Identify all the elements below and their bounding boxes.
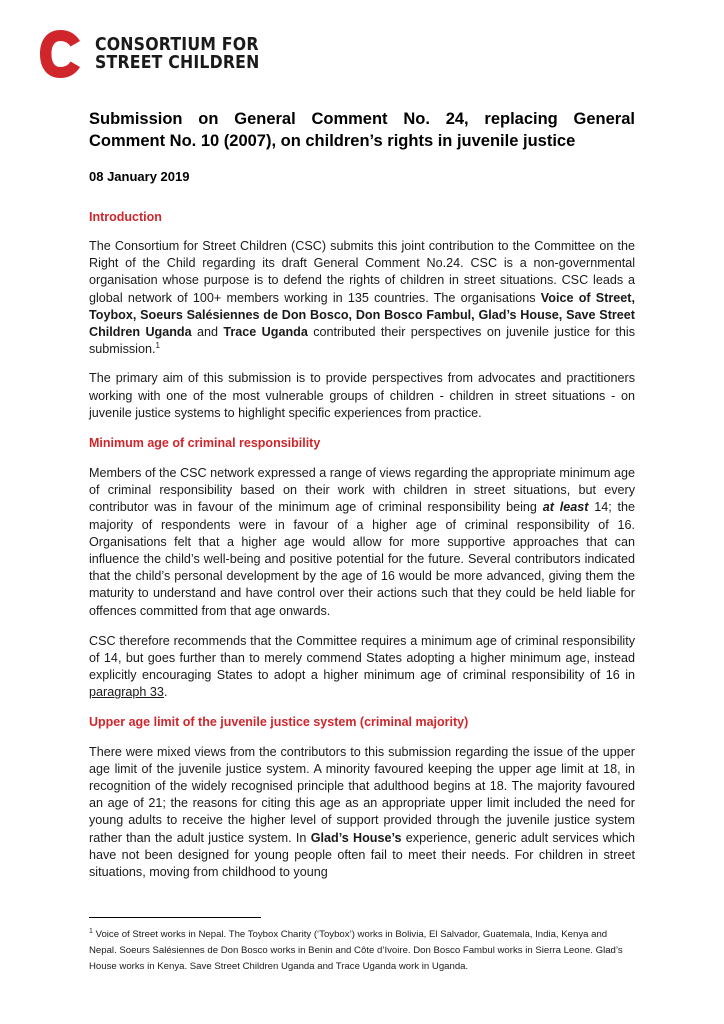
text-run: 14; the majority of respondents were in favour of a higher age of criminal responsibility of 16. Organisations felt that a higher age would allow for more supportive approaches that can influence the child’s well-being and positive potential for the future. Several contributors indicated that the child’s personal development by the age of 16 would be more advanced, giving them the maturity to understand and have control over their actions such that they could be held liable for offences committed from that age onwards. bbox=[89, 500, 636, 618]
csc-logo-icon bbox=[38, 28, 83, 80]
text-run: and bbox=[191, 325, 224, 340]
logo-line-1: CONSORTIUM FOR bbox=[95, 35, 259, 55]
section-heading-minimum-age: Minimum age of criminal responsibility bbox=[89, 436, 321, 451]
text-run: There were mixed views from the contributors to this submission regarding the issue of the upper age limit of the juvenile justice system. A minority favoured keeping the upper age limit at 18, in recognition of the widely recognised principle that adulthood begins at 18. The majority favoured an age of 21; the reasons for citing this age as an appropriate upper limit included the need for young adults to receive the higher level of support provided through the juvenile justice system rather than the adult justice system. In bbox=[89, 744, 635, 845]
minimum-age-paragraph-1 bbox=[89, 465, 635, 620]
footnote-1 bbox=[89, 927, 635, 975]
introduction-paragraph-1 bbox=[89, 238, 635, 358]
footnote-reference[interactable]: 1 bbox=[155, 341, 160, 351]
section-heading-introduction: Introduction bbox=[89, 210, 162, 224]
footnote-marker: 1 bbox=[89, 927, 93, 935]
document-date: 08 January 2019 bbox=[89, 169, 190, 184]
introduction-paragraph-2: The primary aim of this submission is to provide perspectives from advocates and practitioners working with one of the most vulnerable groups of children - children in street situations - on juvenile justice systems to highlight specific experiences from practice. bbox=[89, 371, 635, 420]
document-title: Submission on General Comment No. 24, replacing General Comment No. 10 (2007), on children’s rights in juvenile justice bbox=[89, 110, 635, 150]
logo-wordmark bbox=[95, 36, 259, 72]
document-body bbox=[89, 108, 635, 881]
section-heading-upper-age: Upper age limit of the juvenile justice system (criminal majority) bbox=[89, 714, 469, 729]
text-run: experience, generic adult services which have not been designed for young people often fail to meet their needs. For children in street situations, moving from childhood to young bbox=[89, 830, 635, 880]
organisation-glads-house: Glad’s House’s bbox=[310, 830, 402, 845]
text-run: The Consortium for Street Children (CSC) submits this joint contribution to the Committee on the Right of the Child regarding its draft General Comment No.24. CSC is a non-governmental organisation whose purpose is to defend the rights of children in street situations. CSC leads a global network of 100+ members working in 135 countries. The organisations bbox=[89, 239, 635, 305]
organisations-list: Voice of Street, Toybox, Soeurs Salésiennes de Don Bosco, Don Bosco Fambul, Glad’s House, Save Street Children Uganda bbox=[89, 290, 636, 340]
logo-line-2: STREET CHILDREN bbox=[95, 53, 260, 73]
footnote-text: Voice of Street works in Nepal. The Toybox Charity (‘Toybox’) works in Bolivia, El Salvador, Guatemala, India, Kenya and Nepal. Soeurs Salésiennes de Don Bosco works in Benin and Côte d’Ivoire. Don Bosco Fambul works in Sierra Leone. Glad’s House works in Kenya. Save Street Children Uganda and Trace Uganda work in Uganda. bbox=[89, 929, 623, 972]
footnote-divider bbox=[89, 917, 261, 918]
organisation-trace-uganda: Trace Uganda bbox=[223, 325, 308, 340]
text-run: Members of the CSC network expressed a range of views regarding the appropriate minimum age of criminal responsibility based on their work with children in street situations, but every contributor was in favour of the minimum age of criminal responsibility being bbox=[89, 466, 635, 515]
upper-age-paragraph-1 bbox=[89, 744, 635, 882]
text-run: CSC therefore recommends that the Committee requires a minimum age of criminal responsibility of 14, but goes further than to merely commend States adopting a higher minimum age, instead explicitly encouraging States to adopt a higher minimum age of criminal responsibility of 16 in bbox=[89, 633, 635, 683]
logo bbox=[38, 28, 278, 80]
emphasis-at-least: at least bbox=[542, 500, 589, 515]
paragraph-33-link[interactable]: paragraph 33 bbox=[89, 685, 164, 700]
text-run: . bbox=[163, 685, 168, 700]
minimum-age-paragraph-2 bbox=[89, 633, 635, 702]
text-run: contributed their perspectives on juvenile justice for this submission. bbox=[89, 325, 635, 357]
